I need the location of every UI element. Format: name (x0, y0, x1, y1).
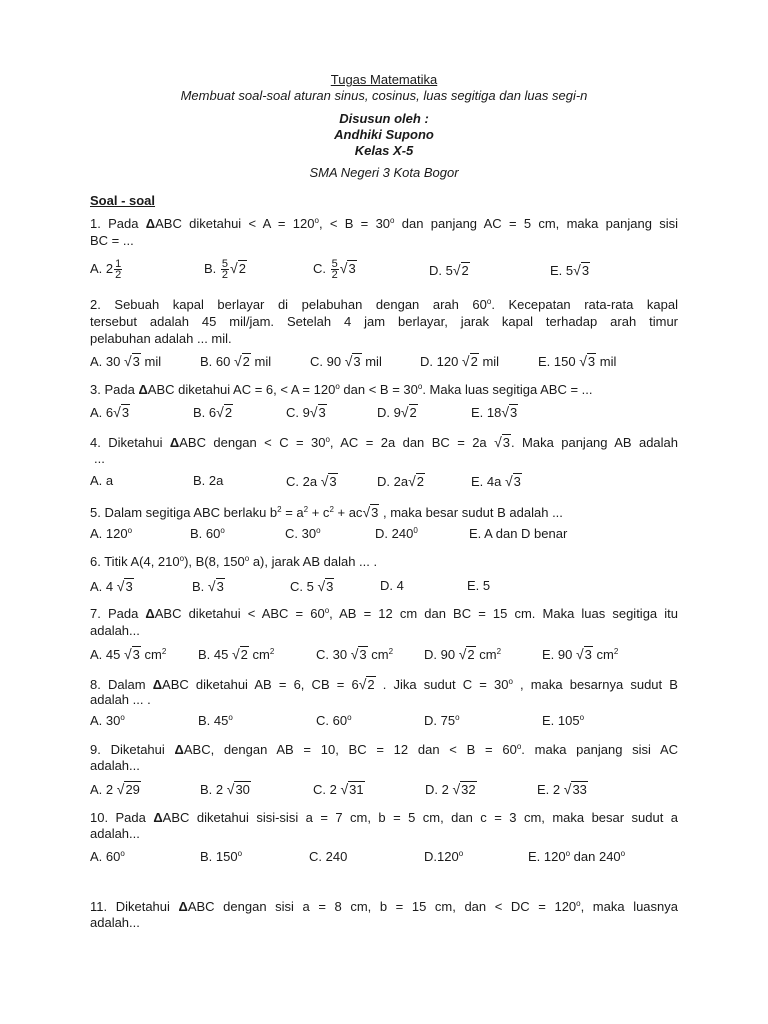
q9-option-c: C. 2 √31 (313, 781, 364, 797)
q8-option-e: E. 105$^o$ (542, 713, 585, 728)
q9-option-b: B. 2 √30 (200, 781, 250, 797)
q8-option-c: C. 60$^o$ (316, 713, 352, 728)
q8-option-a: A. 30$^o$ (90, 713, 125, 728)
triangle-icon: Δ (138, 382, 148, 397)
q3-option-d: D. 9√2 (377, 404, 417, 420)
q1-option-d: D. 5√2 (429, 262, 469, 278)
q5-option-b: B. 60$^o$ (190, 526, 225, 541)
q10-option-c: C. 240 (309, 849, 348, 864)
q7-option-e: E. 90 √3 $cm^2$ (542, 646, 619, 662)
q9-option-e: E. 2 √33 (537, 781, 587, 797)
q10-option-a: A. 60$^o$ (90, 849, 125, 864)
q9-option-d: D. 2 √32 (425, 781, 476, 797)
q8-option-b: B. 45$^o$ (198, 713, 233, 728)
q7-option-a: A. 45 √3 $cm^2$ (90, 646, 167, 662)
question-2-text-cont: tersebut adalah 45 mil/jam. Setelah 4 jam berlayar, jarak kapal terhadap arah timur (90, 314, 678, 329)
question-1-text-cont: BC = ... (90, 233, 134, 248)
q10-option-b: B. 150$^o$ (200, 849, 243, 864)
q2-option-c: C. 90 √3 mil (310, 353, 382, 369)
q9-option-a: A. 2 √29 (90, 781, 140, 797)
q5-option-a: A. 120$^o$ (90, 526, 133, 541)
q2-option-b: B. 60 √2 mil (200, 353, 272, 369)
school-name: SMA Negeri 3 Kota Bogor (309, 165, 459, 180)
q6-option-b: B. √3 (192, 578, 224, 594)
class-label: Kelas X-5 (354, 143, 414, 158)
author-name: Andhiki Supono (334, 127, 434, 142)
triangle-icon: Δ (145, 216, 156, 231)
section-title: Soal - soal (90, 193, 156, 208)
question-5-text: 5. Dalam segitiga ABC berlaku $b^2 = a^2 + c^2 + ac√3$ , maka besar sudut B adalah ... (90, 504, 563, 520)
question-8-text-cont: adalah ... . (90, 692, 151, 707)
author-label: Disusun oleh : (339, 111, 429, 126)
q3-option-a: A. 6√3 (90, 404, 130, 420)
question-11-text-cont: adalah... (90, 915, 140, 930)
q10-option-e: E. 120$^o$ dan 240$^o$ (528, 849, 626, 864)
question-8-text: 8. Dalam ΔABC diketahui AB = 6, CB = 6√2 . Jika sudut $C = 30^o$ , maka besarnya sudut B (90, 676, 678, 692)
q8-option-d: D. 75$^o$ (424, 713, 460, 728)
question-9-text: 9. Diketahui ΔABC, dengan AB = 10, BC = 12 dan < $B = 60^o$. maka panjang sisi AC (90, 742, 679, 757)
q5-option-e: E. A dan D benar (469, 526, 568, 541)
q1-option-e: E. 5√3 (550, 262, 590, 278)
q4-option-a: A. a (90, 473, 114, 488)
question-7-text-cont: adalah... (90, 623, 140, 638)
triangle-icon: Δ (178, 899, 188, 914)
triangle-icon: Δ (174, 742, 184, 757)
q6-option-d: D. 4 (380, 578, 404, 593)
question-2-text-cont2: pelabuhan adalah ... mil. (90, 331, 232, 346)
question-3-text: 3. Pada ΔABC diketahui AC = 6, < $A = 120^o$ dan < $B = 30^o$. Maka luas segitiga ABC = ... (90, 382, 593, 397)
q3-option-c: C. 9√3 (286, 404, 326, 420)
q4-option-e: E. 4a √3 (471, 473, 521, 489)
question-11-text: 11. Diketahui ΔABC dengan sisi a = 8 cm, b = 15 cm, dan < DC = $120^o$, maka luasnya (90, 899, 679, 914)
q7-option-d: D. 90 √2 $cm^2$ (424, 646, 502, 662)
q4-option-c: C. 2a √3 (286, 473, 337, 489)
q1-option-c: C. $\frac{5}{2}$ √3 (313, 258, 356, 281)
q6-option-e: E. 5 (467, 578, 491, 593)
triangle-icon: Δ (169, 435, 180, 450)
q6-option-a: A. 4 √3 (90, 578, 133, 594)
q7-option-b: B. 45 √2 $cm^2$ (198, 646, 275, 662)
question-6-text: 6. Titik A(4, 210$^o$), B(8, 150$^o$ a), jarak AB dalah ... . (90, 554, 378, 569)
question-10-text: 10. Pada ΔABC diketahui sisi-sisi a = 7 cm, b = 5 cm, dan c = 3 cm, maka besar sudut a (90, 810, 679, 825)
question-1-text: 1. Pada ΔABC diketahui < $A = 120^o$, < $B = 30^o$ dan panjang AC = 5 cm, maka panjang sisi (90, 216, 679, 231)
q2-option-e: E. 150 √3 mil (538, 353, 617, 369)
question-2-text: 2. Sebuah kapal berlayar di pelabuhan dengan arah 60$^o$. Kecepatan rata-rata kapal (90, 297, 678, 312)
q4-option-b: B. 2a (193, 473, 224, 488)
q2-option-d: D. 120 √2 mil (420, 353, 500, 369)
q1-option-b: B. $\frac{5}{2}$ √2 (204, 258, 246, 281)
triangle-icon: Δ (145, 606, 155, 621)
q5-option-c: C. 30$^o$ (285, 526, 321, 541)
q4-option-d: D. 2a√2 (377, 473, 424, 489)
q3-option-b: B. 6√2 (193, 404, 233, 420)
triangle-icon: Δ (153, 810, 163, 825)
question-4-text: 4. Diketahui ΔABC dengan < $C = 30^o$, AC = 2a dan BC = 2a √3. Maka panjang AB adalah (90, 434, 679, 450)
question-10-text-cont: adalah... (90, 826, 140, 841)
document-subtitle: Membuat soal-soal aturan sinus, cosinus, luas segitiga dan luas segi-n (180, 88, 588, 103)
question-7-text: 7. Pada ΔABC diketahui < ABC = $60^o$, AB = 12 cm dan BC = 15 cm. Maka luas segitiga itu (90, 606, 678, 621)
q6-option-c: C. 5 √3 (290, 578, 334, 594)
q1-option-a: A. 2 $\frac{1}{2}$ (90, 258, 122, 281)
question-9-text-cont: adalah... (90, 758, 140, 773)
document-title: Tugas Matematika (330, 72, 438, 87)
q2-option-a: A. 30 √3 mil (90, 353, 162, 369)
question-4-text-cont: ... (94, 451, 105, 466)
q7-option-c: C. 30 √3 $cm^2$ (316, 646, 394, 662)
q5-option-d: D. $240^0$ (375, 526, 418, 541)
q3-option-e: E. 18√3 (471, 404, 518, 420)
q10-option-d: D.120$^o$ (424, 849, 464, 864)
triangle-icon: Δ (152, 677, 163, 692)
